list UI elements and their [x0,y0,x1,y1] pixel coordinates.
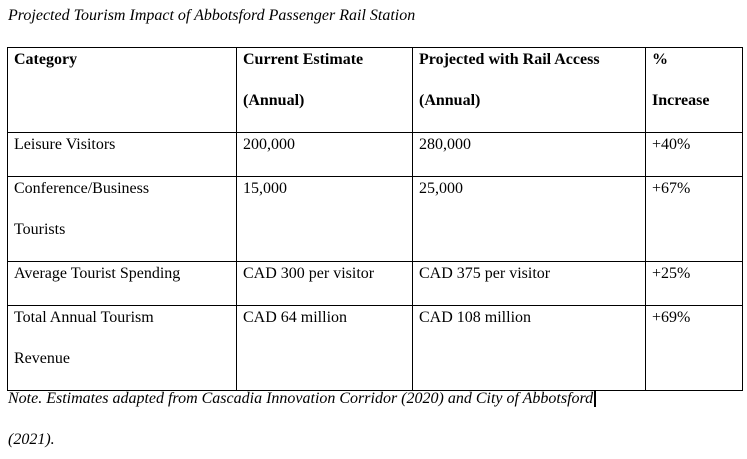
cell-category [8,177,237,262]
cell-text-line: Increase [652,92,710,109]
cell-projected-with-rail [413,306,646,391]
table-title: Projected Tourism Impact of Abbotsford Passenger Rail Station [8,7,416,24]
table-row-average-tourist-spending [8,262,743,306]
cell-category [8,133,237,177]
cell-text-line: Conference/Business [14,180,150,197]
cell-category [8,306,237,391]
table-header-row [8,48,743,133]
table-row-conference-business-tourists [8,177,743,262]
cell-value: +40% [652,136,691,153]
cell-current-estimate [237,306,413,391]
cell-value: +67% [652,180,691,197]
cell-value: CAD 64 million [243,309,348,326]
cell-text-line: (Annual) [243,92,305,109]
cell-value: CAD 375 per visitor [419,265,551,282]
cell-text-line: Projected with Rail Access [419,51,600,68]
cell-value: 280,000 [419,136,471,153]
cell-value: +69% [652,309,691,326]
cell-value: 25,000 [419,180,463,197]
text-cursor [594,391,596,407]
cell-percent-increase [646,262,743,306]
header-cell-category [8,48,237,133]
cell-projected-with-rail [413,133,646,177]
cell-current-estimate [237,262,413,306]
cell-text-line: (Annual) [419,92,481,109]
cell-value: CAD 108 million [419,309,532,326]
note-line-1 [8,389,596,430]
note-text-line1: Note. Estimates adapted from Cascadia Innovation Corridor (2020) and City of Abbotsford [8,390,594,407]
cell-percent-increase [646,306,743,391]
cell-value: 15,000 [243,180,287,197]
note-line-2 [8,430,596,459]
header-cell-projected-with-rail [413,48,646,133]
cell-percent-increase [646,177,743,262]
cell-text-line: Total Annual Tourism [14,309,154,326]
cell-percent-increase [646,133,743,177]
table-row-total-annual-tourism-revenue [8,306,743,391]
cell-current-estimate [237,133,413,177]
cell-current-estimate [237,177,413,262]
cell-value: 200,000 [243,136,295,153]
cell-value: CAD 300 per visitor [243,265,375,282]
cell-text-line: Tourists [14,221,66,238]
cell-text-line: Category [14,51,78,68]
cell-text-line: Leisure Visitors [14,136,116,153]
cell-text-line: Revenue [14,350,70,367]
header-cell-current-estimate [237,48,413,133]
cell-text-line: Average Tourist Spending [14,265,181,282]
header-cell-percent-increase [646,48,743,133]
cell-projected-with-rail [413,262,646,306]
table-row-leisure-visitors [8,133,743,177]
note-text-line2: (2021). [8,431,55,448]
cell-text-line: Current Estimate [243,51,364,68]
tourism-impact-table [7,47,743,391]
cell-value: +25% [652,265,691,282]
cell-category [8,262,237,306]
cell-text-line: % [652,51,668,68]
table-note [8,389,596,459]
cell-projected-with-rail [413,177,646,262]
